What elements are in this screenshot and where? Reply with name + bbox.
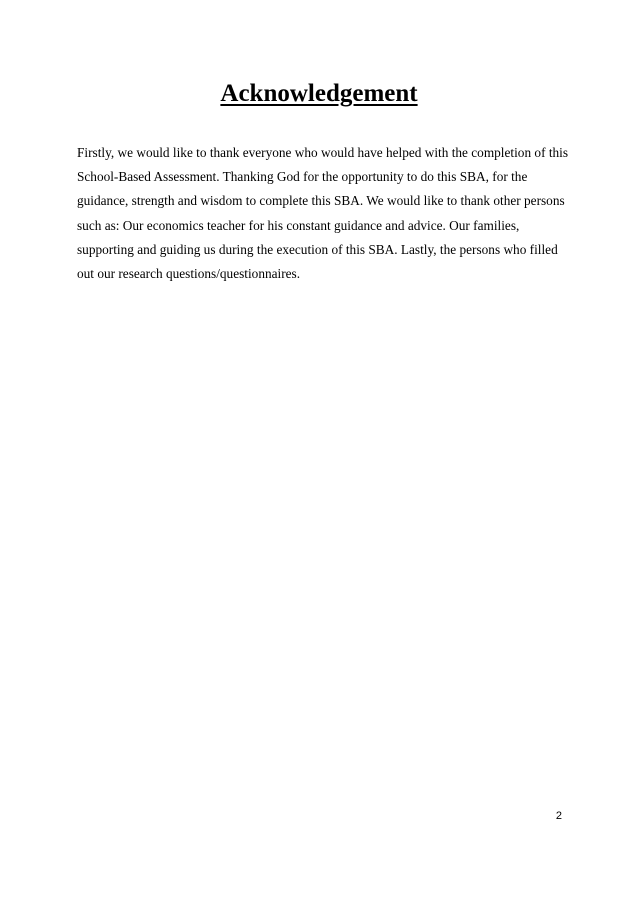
paragraph-line: such as: Our economics teacher for his constant guidance and advice. Our families,	[77, 217, 520, 233]
paragraph-line: guidance, strength and wisdom to complete this SBA. We would like to thank other persons	[77, 193, 565, 209]
acknowledgement-paragraph	[77, 141, 577, 286]
paragraph-line: Firstly, we would like to thank everyone who would have helped with the completion of this	[77, 145, 569, 160]
paragraph-line: supporting and guiding us during the execution of this SBA. Lastly, the persons who filled	[77, 241, 558, 257]
paragraph-line: out our research questions/questionnaires.	[77, 266, 301, 282]
page-title: Acknowledgement	[220, 80, 418, 107]
page-number: 2	[555, 810, 562, 822]
paragraph-line: School-Based Assessment. Thanking God for the opportunity to do this SBA, for the	[77, 169, 528, 185]
